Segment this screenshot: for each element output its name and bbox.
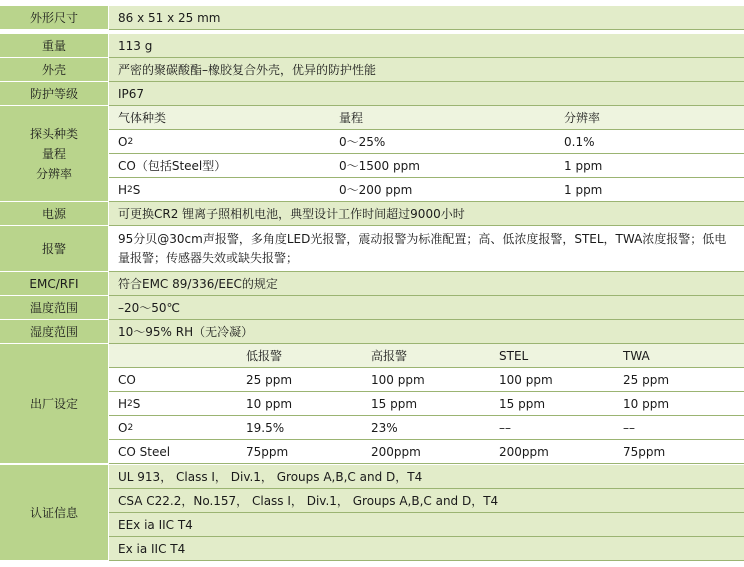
spec-label: 外壳: [0, 58, 108, 82]
spec-value-cell: [109, 202, 744, 226]
spec-value-cell: [109, 34, 744, 58]
spec-value: 86 x 51 x 25 mm: [118, 10, 221, 25]
spec-value-cell: [109, 320, 744, 344]
spec-label: 温度范围: [0, 296, 108, 320]
factory-twa: 75ppm: [623, 444, 666, 459]
spec-row-dimensions: [0, 6, 744, 30]
sensor-resolution: 1 ppm: [564, 182, 603, 197]
factory-gas: O 2: [118, 420, 134, 435]
factory-header-low: 低报警: [246, 349, 283, 363]
factory-row: [109, 392, 744, 416]
spec-row-protection: [0, 82, 744, 106]
spec-row-power: [0, 202, 744, 226]
sensor-header-gas: 气体种类: [118, 111, 167, 125]
factory-twa: 10 ppm: [623, 396, 670, 411]
factory-label: 出厂设定: [0, 344, 108, 464]
factory-header-high: 高报警: [371, 349, 408, 363]
spec-value: 严密的聚碳酸酯–橡胶复合外壳，优异的防护性能: [118, 63, 377, 77]
factory-row: [109, 440, 744, 464]
sensor-label-type: 探头种类: [29, 126, 78, 141]
factory-high: 23%: [371, 420, 398, 435]
sensor-header-resolution: 分辨率: [564, 111, 601, 125]
sensor-row: [109, 130, 744, 154]
spec-value-cell: [109, 226, 744, 272]
factory-header-twa: TWA: [623, 348, 650, 363]
sensor-section: [0, 106, 744, 202]
spec-value: IP67: [118, 86, 145, 101]
spec-row-housing: [0, 58, 744, 82]
spec-label: 重量: [0, 34, 108, 58]
spec-value: –20～50℃: [118, 301, 181, 315]
factory-twa: 25 ppm: [623, 372, 670, 387]
factory-low: 19.5%: [246, 420, 285, 435]
sensor-row: [109, 154, 744, 178]
sensor-resolution: 1 ppm: [564, 158, 603, 173]
spec-value-cell: [109, 272, 744, 296]
certification-item: UL 913， Class I， Div.1， Groups A,B,C and D，T4: [109, 465, 744, 489]
sensor-range: 0～25%: [339, 135, 386, 149]
factory-stel: ––: [499, 420, 511, 435]
factory-low: 25 ppm: [246, 372, 293, 387]
sensor-resolution: 0.1%: [564, 134, 595, 149]
factory-high: 15 ppm: [371, 396, 418, 411]
sensor-gas: O 2: [118, 134, 134, 149]
sensor-label: [0, 106, 108, 202]
factory-stel: 200ppm: [499, 444, 549, 459]
certification-item: CSA C22.2，No.157， Class I， Div.1， Groups A,B,C and D，T4: [109, 489, 744, 513]
factory-gas: CO Steel: [118, 444, 171, 459]
spec-value-cell: [109, 58, 744, 82]
spec-label: 报警: [0, 226, 108, 272]
sensor-header-range: 量程: [339, 111, 364, 125]
factory-gas: CO: [118, 372, 136, 387]
spec-value-cell: [109, 6, 744, 30]
sensor-range: 0～200 ppm: [339, 183, 413, 197]
factory-header-row: [109, 344, 744, 368]
certification-section: [0, 465, 744, 561]
sensor-row: [109, 178, 744, 202]
spec-row-humidity: [0, 320, 744, 344]
spec-row-alarm: [0, 226, 744, 272]
spec-row-weight: [0, 34, 744, 58]
spec-label: 电源: [0, 202, 108, 226]
spec-label: EMC/RFI: [0, 272, 108, 296]
factory-low: 10 ppm: [246, 396, 293, 411]
spec-value: 10～95% RH（无冷凝）: [118, 325, 254, 339]
certification-item: Ex ia IIC T4: [109, 537, 744, 561]
factory-header-stel: STEL: [499, 348, 529, 363]
factory-gas: H 2 S: [118, 396, 141, 411]
sensor-label-resolution: 分辨率: [35, 166, 72, 181]
spec-value: 95分贝@30cm声报警，多角度LED光报警，震动报警为标准配置；高、低浓度报警，STEL，TWA浓度报警；低电量报警；传感器失效或缺失报警；: [118, 232, 727, 265]
factory-low: 75ppm: [246, 444, 289, 459]
factory-high: 100 ppm: [371, 372, 425, 387]
sensor-header-row: [109, 106, 744, 130]
factory-table: [109, 344, 744, 464]
spec-label: 湿度范围: [0, 320, 108, 344]
factory-stel: 100 ppm: [499, 372, 553, 387]
factory-high: 200ppm: [371, 444, 421, 459]
spec-value-cell: [109, 296, 744, 320]
certification-item: EEx ia IIC T4: [109, 513, 744, 537]
sensor-label-range: 量程: [41, 146, 66, 161]
spec-value: 可更换CR2 锂离子照相机电池，典型设计工作时间超过9000小时: [118, 207, 465, 221]
factory-stel: 15 ppm: [499, 396, 546, 411]
spec-label: 防护等级: [0, 82, 108, 106]
spec-value: 113 g: [118, 38, 153, 53]
spec-row-temperature: [0, 296, 744, 320]
certification-list: [109, 465, 744, 561]
spec-value: 符合EMC 89/336/EEC的规定: [118, 277, 278, 291]
sensor-gas: H 2 S: [118, 182, 141, 197]
spec-label: 外形尺寸: [0, 6, 108, 30]
factory-twa: ––: [623, 420, 635, 435]
spec-value-cell: [109, 82, 744, 106]
sensor-range: 0～1500 ppm: [339, 159, 420, 173]
certification-label: 认证信息: [0, 465, 108, 561]
spec-row-emc: [0, 272, 744, 296]
sensor-gas: CO（包括Steel型）: [118, 159, 227, 173]
factory-section: [0, 344, 744, 464]
factory-row: [109, 368, 744, 392]
sensor-table: [109, 106, 744, 202]
factory-row: [109, 416, 744, 440]
